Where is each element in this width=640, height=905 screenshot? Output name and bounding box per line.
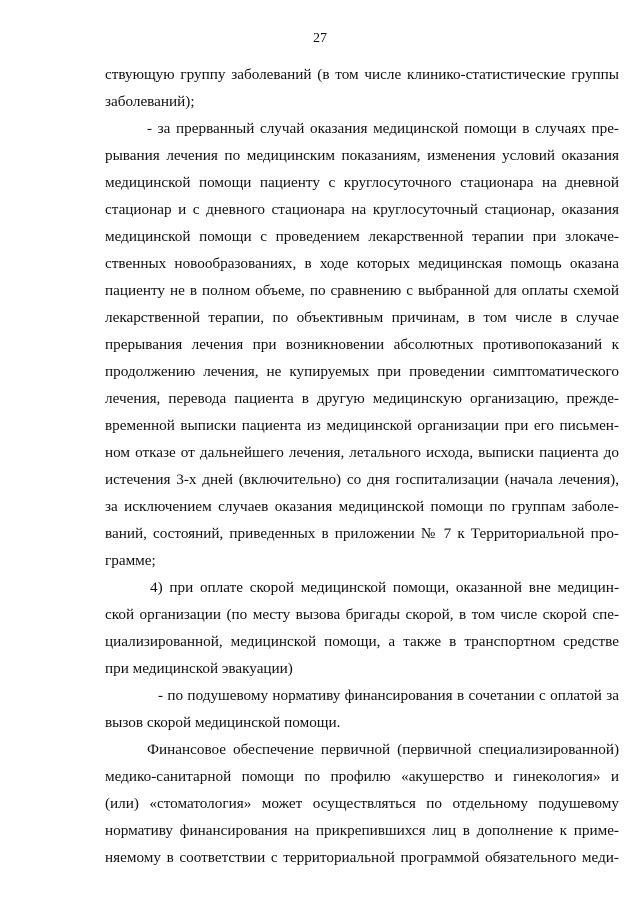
text-line: циализированной, медицинской помощи, а также в транспортном средстве bbox=[105, 633, 619, 650]
text-line: медико-санитарной помощи по профилю «акушерство и гинекология» и bbox=[105, 768, 619, 785]
text-line: истечения 3-х дней (включительно) со дня госпитализации (начала лечения), bbox=[105, 471, 619, 488]
text-line: ствующую группу заболеваний (в том числе клинико-статистические группы bbox=[105, 66, 619, 83]
text-line: ской организации (по месту вызова бригады скорой, в том числе скорой спе- bbox=[105, 606, 619, 623]
text-line: 4) при оплате скорой медицинской помощи, оказанной вне медицин- bbox=[150, 579, 619, 596]
text-line: за исключением случаев оказания медицинской помощи по группам заболе- bbox=[105, 498, 619, 515]
text-line: ном отказе от дальнейшего лечения, летального исхода, выписки пациента до bbox=[105, 444, 619, 461]
text-line: медицинской помощи пациенту с круглосуточного стационара на дневной bbox=[105, 174, 619, 191]
text-line: вызов скорой медицинской помощи. bbox=[105, 714, 341, 731]
text-line: при медицинской эвакуации) bbox=[105, 660, 293, 677]
text-line: - по подушевому нормативу финансирования в сочетании с оплатой за bbox=[158, 687, 619, 704]
text-line: нормативу финансирования на прикрепившихся лиц в дополнение к приме- bbox=[105, 822, 619, 839]
text-line: ственных новообразованиях, в ходе которых медицинская помощь оказана bbox=[105, 255, 619, 272]
text-line: прерывания лечения при возникновении абсолютных противопоказаний к bbox=[105, 336, 619, 353]
text-line: лечения, перевода пациента в другую медицинскую организацию, прежде- bbox=[105, 390, 619, 407]
text-line: Финансовое обеспечение первичной (первичной специализированной) bbox=[147, 741, 619, 758]
text-line: - за прерванный случай оказания медицинской помощи в случаях пре- bbox=[147, 120, 619, 137]
text-line: временной выписки пациента из медицинской организации при его письмен- bbox=[105, 417, 619, 434]
text-line: заболеваний); bbox=[105, 93, 195, 110]
page-number: 27 bbox=[313, 31, 327, 46]
text-line: стационар и с дневного стационара на круглосуточный стационар, оказания bbox=[105, 201, 619, 218]
text-line: (или) «стоматология» может осуществляться по отдельному подушевому bbox=[105, 795, 619, 812]
text-line: продолжению лечения, не купируемых при проведении симптоматического bbox=[105, 363, 619, 380]
text-line: медицинской помощи с проведением лекарственной терапии при злокаче- bbox=[105, 228, 619, 245]
text-line: няемому в соответствии с территориальной программой обязательного меди- bbox=[105, 849, 619, 866]
text-line: пациенту не в полном объеме, по сравнению с выбранной для оплаты схемой bbox=[105, 282, 619, 299]
text-line: лекарственной терапии, по объективным причинам, в том числе в случае bbox=[105, 309, 619, 326]
text-line: ваний, состояний, приведенных в приложении № 7 к Территориальной про- bbox=[105, 525, 619, 542]
text-line: рывания лечения по медицинским показаниям, изменения условий оказания bbox=[105, 147, 619, 164]
text-line: грамме; bbox=[105, 552, 156, 569]
